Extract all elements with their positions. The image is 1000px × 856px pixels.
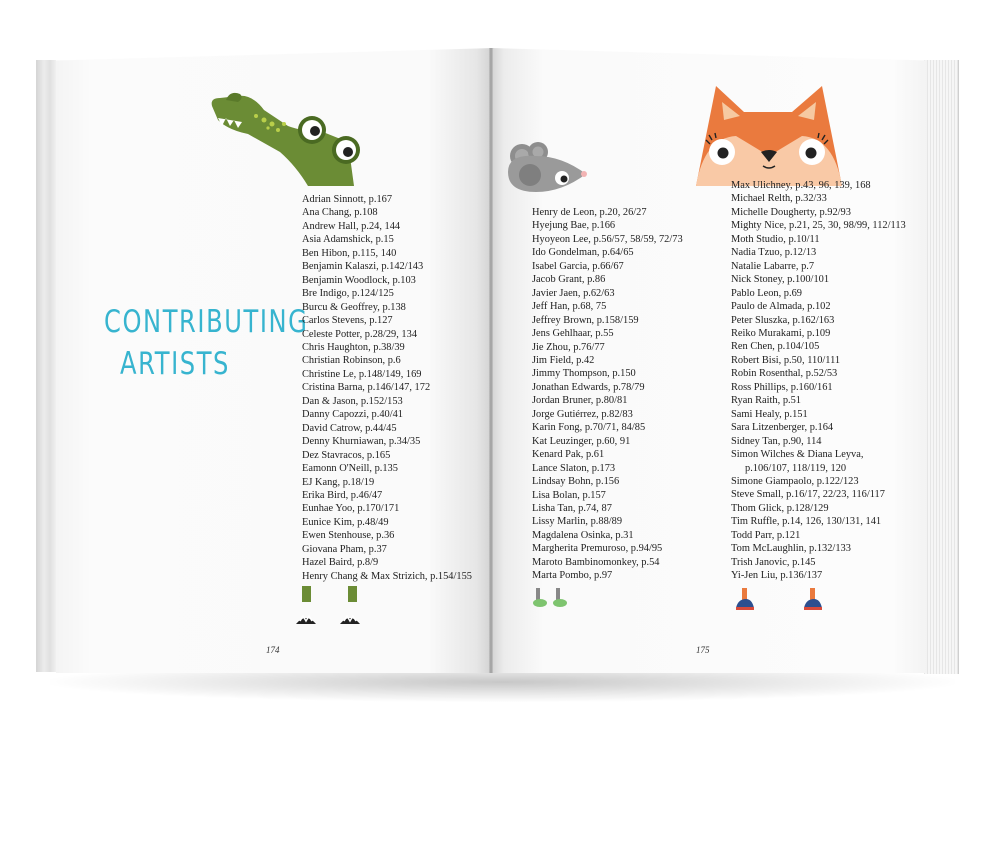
artist-entry: Sara Litzenberger, p.164 — [731, 422, 834, 434]
artist-entry: Sami Healy, p.151 — [731, 408, 808, 420]
artist-entry: Asia Adamshick, p.15 — [302, 234, 394, 246]
artist-entry: Nadia Tzuo, p.12/13 — [731, 247, 817, 259]
artist-entry: Kenard Pak, p.61 — [532, 449, 605, 461]
artist-entry: Giovana Pham, p.37 — [302, 543, 387, 555]
artists-column-1 — [302, 193, 472, 583]
artist-entry: Robert Bisi, p.50, 110/111 — [731, 354, 841, 366]
artist-entry: Lisha Tan, p.74, 87 — [532, 502, 612, 514]
artist-entry: David Catrow, p.44/45 — [302, 422, 397, 434]
crocodile-head-illustration — [208, 90, 364, 188]
artist-entry: Jie Zhou, p.76/77 — [532, 341, 605, 353]
artist-entry: Hazel Baird, p.8/9 — [302, 557, 379, 569]
crocodile-feet-illustration — [294, 586, 364, 630]
artist-entry: Pablo Leon, p.69 — [731, 287, 802, 299]
artist-entry: Ana Chang, p.108 — [302, 207, 378, 219]
mouse-feet-illustration — [530, 588, 570, 610]
artist-entry: Benjamin Kalaszi, p.142/143 — [302, 261, 424, 273]
artist-entry: Steve Small, p.16/17, 22/23, 116/117 — [731, 489, 885, 501]
mouse-head-illustration — [502, 142, 592, 198]
artist-entry: Lissy Marlin, p.88/89 — [532, 516, 623, 528]
artist-entry: Jim Field, p.42 — [532, 354, 595, 366]
artist-entry: Lisa Bolan, p.157 — [532, 489, 606, 501]
artist-entry: Yi-Jen Liu, p.136/137 — [731, 570, 823, 582]
artist-entry: Nick Stoney, p.100/101 — [731, 274, 830, 286]
artists-column-2 — [532, 206, 683, 583]
artist-entry: Robin Rosenthal, p.52/53 — [731, 368, 838, 380]
artist-entry: Ben Hibon, p.115, 140 — [302, 247, 397, 259]
page-number-left: 174 — [266, 645, 280, 655]
artist-entry: Chris Haughton, p.38/39 — [302, 341, 405, 353]
artist-entry: Benjamin Woodlock, p.103 — [302, 274, 416, 286]
artist-entry: Hyoyeon Lee, p.56/57, 58/59, 72/73 — [532, 233, 683, 245]
artist-entry: Carlos Stevens, p.127 — [302, 315, 393, 327]
artist-entry: Magdalena Osinka, p.31 — [532, 529, 634, 541]
artist-entry: Henry de Leon, p.20, 26/27 — [532, 207, 647, 218]
fox-feet-illustration — [734, 588, 826, 614]
artist-entry: Christine Le, p.148/149, 169 — [302, 368, 422, 380]
artist-entry: Ren Chen, p.104/105 — [731, 341, 820, 353]
artist-entry: Maroto Bambinomonkey, p.54 — [532, 556, 660, 568]
artist-entry: Lindsay Bohn, p.156 — [532, 476, 620, 488]
artist-entry: Jeff Han, p.68, 75 — [532, 301, 607, 313]
artist-entry: Michelle Dougherty, p.92/93 — [731, 206, 851, 218]
page-number-right: 175 — [696, 645, 710, 655]
artist-entry: Max Ulichney, p.43, 96, 139, 168 — [731, 180, 871, 191]
artist-entry: Jacob Grant, p.86 — [532, 274, 606, 286]
artist-entry: Tim Ruffle, p.14, 126, 130/131, 141 — [731, 516, 882, 528]
artist-entry: Natalie Labarre, p.7 — [731, 260, 815, 272]
artist-entry-continued: p.106/107, 118/119, 120 — [745, 462, 847, 474]
artist-entry: Cristina Barna, p.146/147, 172 — [302, 382, 431, 394]
artist-entry: Danny Capozzi, p.40/41 — [302, 409, 403, 421]
artist-entry: Thom Glick, p.128/129 — [731, 502, 829, 514]
heading-line-1: CONTRIBUTING — [104, 304, 309, 340]
artist-entry: Eunhae Yoo, p.170/171 — [302, 503, 400, 515]
artist-entry: Sidney Tan, p.90, 114 — [731, 435, 822, 447]
book-spine — [489, 48, 493, 673]
artist-entry: Ewen Stenhouse, p.36 — [302, 530, 395, 542]
artist-entry: Jorge Gutiérrez, p.82/83 — [532, 408, 633, 420]
artist-entry: Tom McLaughlin, p.132/133 — [731, 543, 851, 555]
artist-entry: Moth Studio, p.10/11 — [731, 233, 820, 245]
artist-entry: Adrian Sinnott, p.167 — [302, 194, 393, 205]
artist-entry: Marta Pombo, p.97 — [532, 570, 613, 582]
artist-entry: Henry Chang & Max Strizich, p.154/155 — [302, 570, 472, 582]
artist-entry: Peter Sluszka, p.162/163 — [731, 314, 835, 326]
artist-entry: Eamonn O'Neill, p.135 — [302, 463, 398, 475]
artists-column-3 — [731, 179, 906, 583]
artist-entry: Reiko Murakami, p.109 — [731, 327, 831, 339]
artist-entry: Erika Bird, p.46/47 — [302, 489, 383, 501]
artist-entry: Ido Gondelman, p.64/65 — [532, 247, 634, 259]
artist-entry: Christian Robinson, p.6 — [302, 355, 401, 367]
artist-entry: Dez Stavracos, p.165 — [302, 449, 391, 461]
artist-entry: Jimmy Thompson, p.150 — [532, 368, 636, 380]
artist-entry: Michael Relth, p.32/33 — [731, 193, 827, 205]
artist-entry: Hyejung Bae, p.166 — [532, 220, 616, 232]
page-edges-left — [36, 60, 56, 672]
artist-entry: Mighty Nice, p.21, 25, 30, 98/99, 112/113 — [731, 220, 906, 232]
page-edges-right — [924, 60, 959, 674]
artist-entry: Todd Parr, p.121 — [731, 529, 801, 541]
artist-entry: Dan & Jason, p.152/153 — [302, 395, 403, 407]
artist-entry: EJ Kang, p.18/19 — [302, 476, 375, 488]
artist-entry: Margherita Premuroso, p.94/95 — [532, 543, 663, 555]
artist-entry: Javier Jaen, p.62/63 — [532, 287, 615, 299]
artist-entry: Andrew Hall, p.24, 144 — [302, 220, 401, 232]
fox-head-illustration — [694, 82, 844, 188]
artist-entry: Trish Janovic, p.145 — [731, 556, 816, 568]
artist-entry: Kat Leuzinger, p.60, 91 — [532, 435, 631, 447]
artist-entry: Burcu & Geoffrey, p.138 — [302, 301, 406, 313]
artist-entry: Karin Fong, p.70/71, 84/85 — [532, 422, 646, 434]
artist-entry: Isabel Garcia, p.66/67 — [532, 260, 624, 272]
artist-entry: Simon Wilches & Diana Leyva, — [731, 449, 864, 461]
artist-entry: Paulo de Almada, p.102 — [731, 301, 831, 313]
artist-entry: Ryan Raith, p.51 — [731, 395, 802, 407]
artist-entry: Jens Gehlhaar, p.55 — [532, 328, 614, 340]
artist-entry: Jeffrey Brown, p.158/159 — [532, 314, 639, 326]
artist-entry: Eunice Kim, p.48/49 — [302, 516, 389, 528]
artist-entry: Jordan Bruner, p.80/81 — [532, 395, 628, 407]
artist-entry: Simone Giampaolo, p.122/123 — [731, 475, 859, 487]
artist-entry: Celeste Potter, p.28/29, 134 — [302, 328, 418, 340]
artist-entry: Lance Slaton, p.173 — [532, 462, 616, 474]
artist-entry: Bre Indigo, p.124/125 — [302, 288, 394, 300]
heading-line-2: ARTISTS — [120, 346, 230, 382]
artist-entry: Denny Khurniawan, p.34/35 — [302, 436, 421, 448]
artist-entry: Ross Phillips, p.160/161 — [731, 381, 833, 393]
artist-entry: Jonathan Edwards, p.78/79 — [532, 381, 645, 393]
